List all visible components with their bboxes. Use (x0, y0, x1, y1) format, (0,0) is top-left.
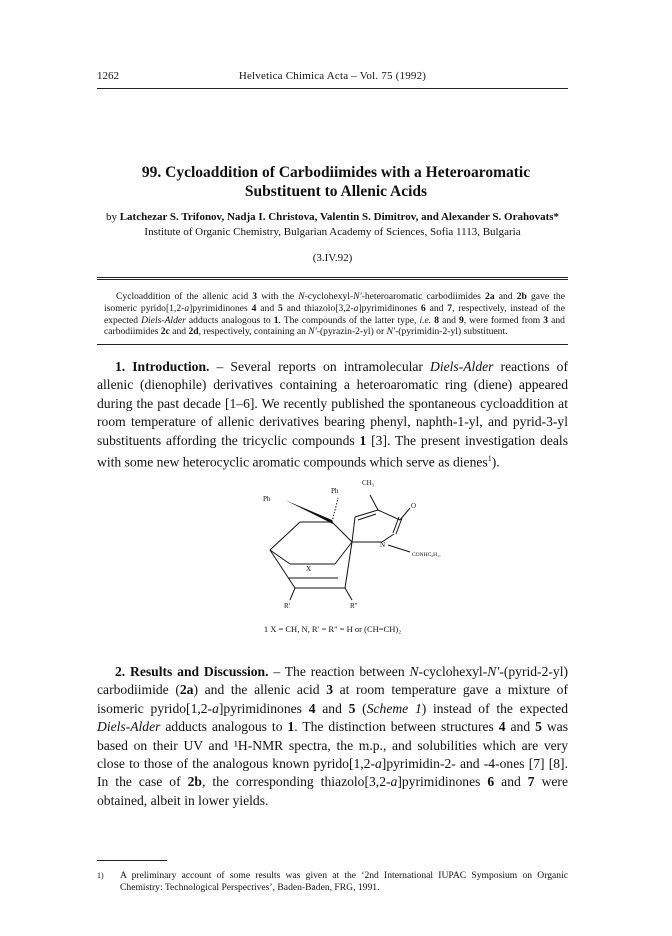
label-ph-left: Ph (263, 495, 271, 503)
footnote-1 (97, 870, 568, 894)
label-oxygen: O (411, 502, 417, 510)
footnote-text: A preliminary account of some results was given at the ‘2nd International IUPAC Symposium on Organic Chemistry: Technological Perspectives’, Baden-Baden, FRG, 1991. (120, 870, 568, 893)
label-conh-cyclohexyl: CONHC₆H₁₁ (412, 552, 441, 558)
wedge-bond (285, 500, 333, 524)
results-paragraph: 2. Results and Discussion. – The reaction between N-cyclohexyl-N′-(pyrid-2-yl) carbodiimide (2a) and the allenic acid 3 at room temperature gave a mixture of isomeric pyrido[1,2-a]pyrimidinones 4 and 5 (Scheme 1) instead of the expected Diels-Alder adducts analogous to 1. The distinction between structures 4 and 5 was based on their UV and ¹H-NMR spectra, the m.p., and solubilities which are very close to those of the analogous known pyrido[1,2-a]pyrimidin-2- and -4-ones [7] [8]. In the case of 2b, the corresponding thiazolo[3,2-a]pyrimidinones 6 and 7 were obtained, albeit in lower yields. (97, 664, 569, 808)
label-x: X (306, 565, 312, 573)
scheme-reference[interactable]: Scheme 1 (366, 700, 422, 716)
section-heading-introduction: 1. Introduction. (115, 359, 210, 374)
page-number: 1262 (97, 70, 119, 82)
header-rule (97, 88, 568, 89)
author-line (97, 210, 568, 224)
footnote-marker: 1) (97, 871, 104, 880)
abstract-rule-top (97, 277, 568, 278)
authors-prefix: by (105, 211, 117, 223)
article-title: 99. Cycloaddition of Carbodiimides with a Heteroaromatic Substituent to Allenic Acids (141, 164, 531, 200)
label-r-double-prime: R″ (350, 602, 358, 610)
running-head (97, 70, 568, 86)
footnote-rule (97, 860, 167, 861)
label-nitrogen: N (380, 541, 386, 549)
introduction-paragraph: 1. Introduction. – Several reports on intramolecular Diels-Alder reactions of allenic (dienophile) derivatives containing a heteroaromatic ring (diene) appeared during the past decade [1–6]. We recently published the spontaneous cycloaddition at room temperature of allenic derivatives bearing phenyl, naphth-1-yl, and pyrid-3-yl substituents affording the tricyclic compounds 1 [3]. The present investigation deals with some new heterocyclic aromatic compounds which serve as dienes$^1$). (97, 359, 568, 470)
section-heading-results: 2. Results and Discussion. (115, 664, 269, 679)
author-names: Latchezar S. Trifonov, Nadja I. Christova, Valentin S. Dimitrov, and Alexander S. Orahovats* (119, 211, 560, 223)
structure-caption: 1 X = CH, N, R′ = R″ = H or (CH=CH)₂ (263, 624, 402, 634)
hashed-bond (332, 498, 338, 522)
footnote-reference[interactable]: 1 (487, 454, 492, 464)
label-ch3: CH₃ (362, 479, 375, 487)
chemical-structure-1 (250, 470, 450, 620)
structure-bonds (270, 495, 410, 600)
abstract: Cycloaddition of the allenic acid 3 with the N-cyclohexyl-N′-heteroaromatic carbodiimides 2a and 2b gave the isomeric pyrido[1,2-a]pyrimidinones 4 and 5 and thiazolo[3,2-a]pyrimidinones 6 and 7, respectively, instead of the expected Diels-Alder adducts analogous to 1. The compounds of the latter type, i.e. 8 and 9, were formed from 3 and carbodiimides 2c and 2d, respectively, containing an N′-(pyrazin-2-yl) or N′-(pyrimidin-2-yl) substituent. (104, 291, 565, 338)
affiliation: Institute of Organic Chemistry, Bulgarian Academy of Sciences, Sofia 1113, Bulgaria (144, 226, 521, 238)
label-r-prime: R′ (284, 602, 291, 610)
received-date: (3.IV.92) (312, 252, 353, 264)
journal-citation: Helvetica Chimica Acta – Vol. 75 (1992) (238, 70, 427, 82)
abstract-rule-top-double (97, 279, 568, 280)
abstract-rule-bottom (97, 344, 568, 345)
label-ph-top: Ph (331, 487, 339, 495)
